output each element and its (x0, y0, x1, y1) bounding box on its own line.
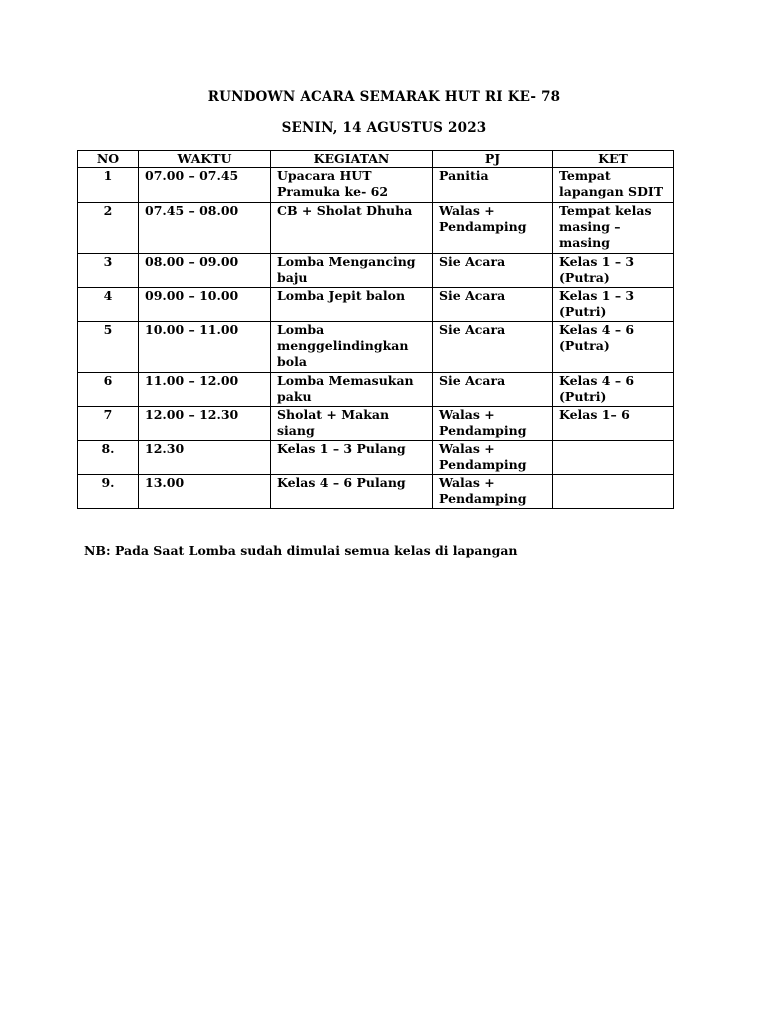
cell-kegiatan: Lomba Jepit balon (271, 288, 433, 322)
table-row (78, 254, 674, 288)
header-no: NO (78, 151, 139, 168)
cell-kegiatan: Sholat + Makan siang (271, 407, 433, 441)
cell-waktu: 09.00 – 10.00 (139, 288, 271, 322)
cell-ket: Kelas 1 – 3 (Putri) (553, 288, 674, 322)
cell-pj: Walas + Pendamping (433, 441, 553, 475)
table-row (78, 288, 674, 322)
cell-ket: Kelas 1 – 3 (Putra) (553, 254, 674, 288)
table-row (78, 475, 674, 509)
note-text: NB: Pada Saat Lomba sudah dimulai semua kelas di lapangan (84, 543, 518, 558)
cell-no: 6 (78, 373, 139, 407)
cell-waktu: 07.45 – 08.00 (139, 203, 271, 254)
cell-waktu: 08.00 – 09.00 (139, 254, 271, 288)
cell-ket: Tempat lapangan SDIT (553, 168, 674, 203)
cell-waktu: 12.30 (139, 441, 271, 475)
cell-pj: Walas + Pendamping (433, 203, 553, 254)
table-row (78, 441, 674, 475)
cell-waktu: 13.00 (139, 475, 271, 509)
table-row (78, 203, 674, 254)
rundown-table (77, 150, 674, 509)
header-pj: PJ (433, 151, 553, 168)
table-row (78, 322, 674, 373)
cell-pj: Sie Acara (433, 322, 553, 373)
table-header-row (78, 151, 674, 168)
table-row (78, 373, 674, 407)
cell-pj: Sie Acara (433, 288, 553, 322)
table-row (78, 168, 674, 203)
cell-no: 5 (78, 322, 139, 373)
document-title: RUNDOWN ACARA SEMARAK HUT RI KE- 78 (207, 89, 561, 105)
header-waktu: WAKTU (139, 151, 271, 168)
cell-waktu: 10.00 – 11.00 (139, 322, 271, 373)
cell-no: 2 (78, 203, 139, 254)
cell-waktu: 12.00 – 12.30 (139, 407, 271, 441)
cell-kegiatan: Lomba Memasukan paku (271, 373, 433, 407)
cell-ket: Kelas 4 – 6 (Putri) (553, 373, 674, 407)
cell-pj: Sie Acara (433, 254, 553, 288)
cell-waktu: 11.00 – 12.00 (139, 373, 271, 407)
document-subtitle: SENIN, 14 AGUSTUS 2023 (281, 120, 487, 136)
cell-ket (553, 441, 674, 475)
cell-kegiatan: Lomba Mengancing baju (271, 254, 433, 288)
header-kegiatan: KEGIATAN (271, 151, 433, 168)
cell-no: 9. (78, 475, 139, 509)
cell-no: 3 (78, 254, 139, 288)
cell-no: 4 (78, 288, 139, 322)
cell-pj: Walas + Pendamping (433, 407, 553, 441)
cell-kegiatan: Kelas 1 – 3 Pulang (271, 441, 433, 475)
cell-kegiatan: Lomba menggelindingkan bola (271, 322, 433, 373)
header-ket: KET (553, 151, 674, 168)
cell-ket: Kelas 1– 6 (553, 407, 674, 441)
cell-kegiatan: Kelas 4 – 6 Pulang (271, 475, 433, 509)
cell-ket (553, 475, 674, 509)
cell-pj: Walas + Pendamping (433, 475, 553, 509)
cell-kegiatan: CB + Sholat Dhuha (271, 203, 433, 254)
table-row (78, 407, 674, 441)
cell-pj: Sie Acara (433, 373, 553, 407)
cell-kegiatan: Upacara HUT Pramuka ke- 62 (271, 168, 433, 203)
cell-no: 1 (78, 168, 139, 203)
cell-no: 7 (78, 407, 139, 441)
cell-pj: Panitia (433, 168, 553, 203)
cell-waktu: 07.00 – 07.45 (139, 168, 271, 203)
cell-ket: Kelas 4 – 6 (Putra) (553, 322, 674, 373)
cell-ket: Tempat kelas masing – masing (553, 203, 674, 254)
cell-no: 8. (78, 441, 139, 475)
